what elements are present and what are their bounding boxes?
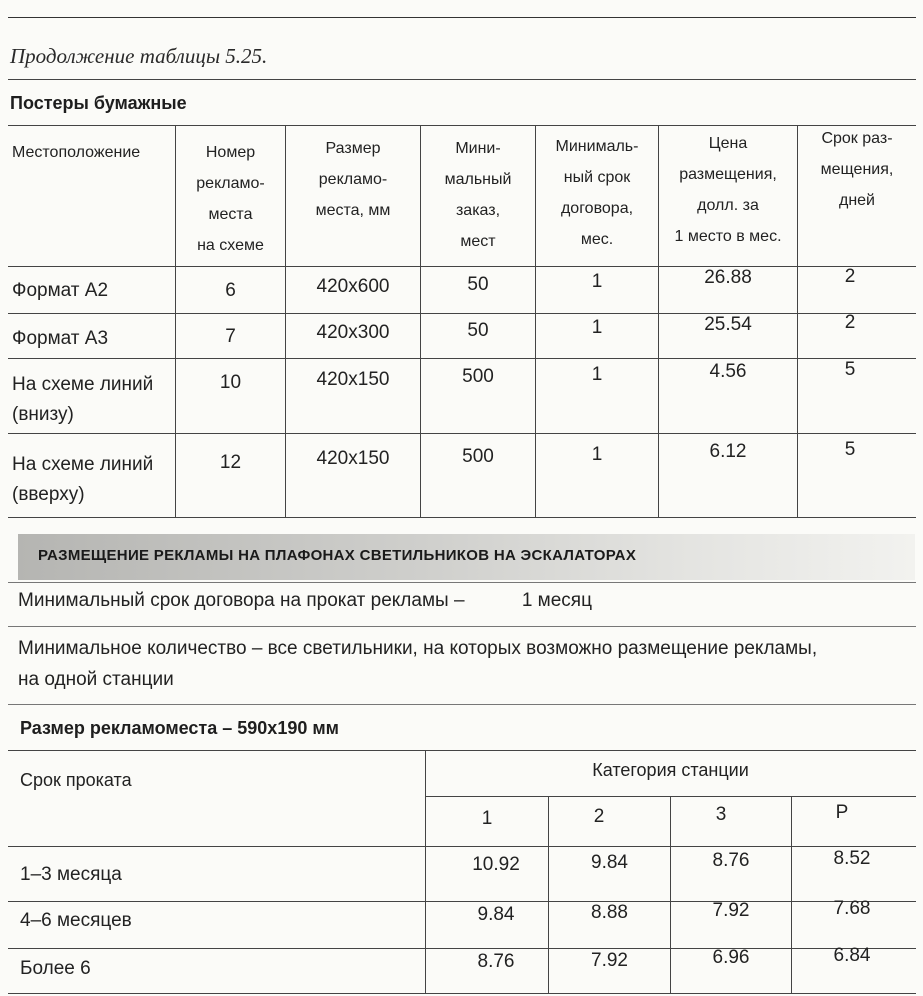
table-caption: Продолжение таблицы 5.25. bbox=[10, 44, 268, 68]
posters-title: Постеры бумажные bbox=[10, 93, 187, 113]
min-qty-text: Минимальное количество – все светильники, на которых возможно размещение рекламы, на одной станции bbox=[18, 638, 818, 690]
category-1: 1 bbox=[481, 808, 493, 829]
header-number: Номер рекламо- места на схеме bbox=[196, 144, 265, 254]
category-p: Р bbox=[835, 802, 849, 823]
category-3: 3 bbox=[715, 804, 727, 825]
header-size: Размер рекламо- места, мм bbox=[315, 140, 391, 219]
header-days: Срок раз- мещения, дней bbox=[820, 130, 894, 209]
min-term-line: Минимальный срок договора на прокат рекламы – 1 месяц bbox=[18, 590, 592, 611]
caption-rule bbox=[8, 79, 916, 80]
category-header: Категория станции bbox=[592, 760, 749, 780]
header-min-order: Мини- мальный заказ, мест bbox=[444, 140, 512, 250]
category-2: 2 bbox=[593, 806, 605, 827]
header-location: Местоположение bbox=[12, 144, 141, 161]
header-price: Цена размещения, долл. за 1 место в мес. bbox=[674, 135, 782, 245]
top-rule bbox=[8, 17, 916, 18]
escalator-banner: РАЗМЕЩЕНИЕ РЕКЛАМЫ НА ПЛАФОНАХ СВЕТИЛЬНИКОВ НА ЭСКАЛАТОРАХ bbox=[18, 534, 915, 580]
size-title: Размер рекламоместа – 590х190 мм bbox=[20, 718, 339, 738]
header-min-term: Минималь- ный срок договора, мес. bbox=[555, 138, 639, 248]
rental-term-header: Срок проката bbox=[20, 770, 132, 790]
